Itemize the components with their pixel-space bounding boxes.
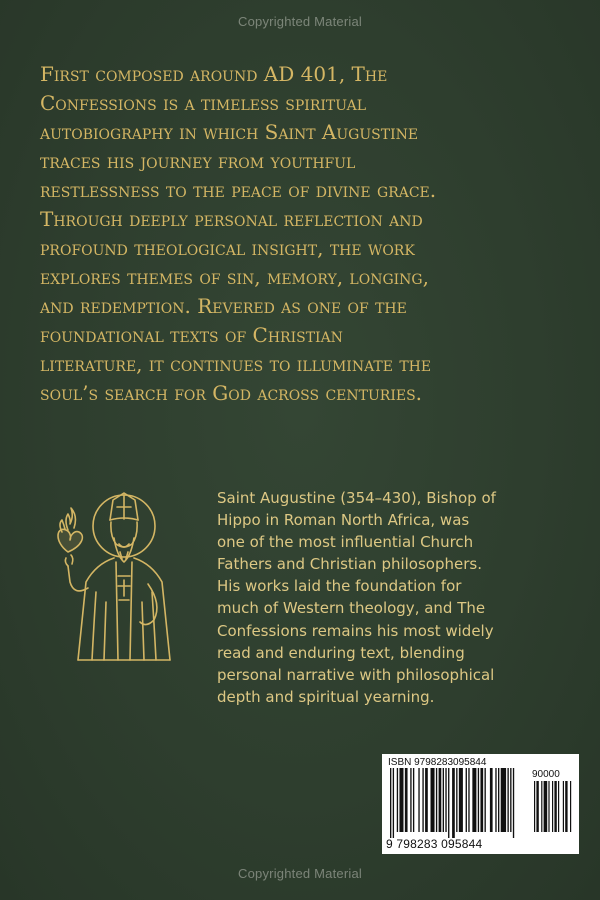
author-biography [217, 487, 577, 708]
description-line: explores themes of sin, memory, longing, [40, 265, 429, 289]
biography-line: Hippo in Roman North Africa, was [217, 511, 470, 530]
copyright-watermark-bottom: Copyrighted Material [238, 866, 362, 881]
price-addon-label: 90000 [532, 769, 560, 780]
description-line: Confessions is a timeless spiritual [40, 91, 367, 115]
biography-line: Confessions remains his most widely [217, 621, 494, 640]
copyright-watermark-top: Copyrighted Material [238, 14, 362, 29]
biography-line: personal narrative with philosophical [217, 665, 495, 684]
description-line: Through deeply personal reflection and [40, 207, 423, 231]
description-line: First composed around AD 401, The [40, 62, 388, 86]
addon-barcode-bars [534, 781, 572, 838]
description-line: soul’s search for God across centuries. [40, 381, 423, 405]
biography-line: Saint Augustine (354–430), Bishop of [217, 489, 496, 507]
description-line: autobiography in which Saint Augustine [40, 120, 419, 144]
biography-line: much of Western theology, and The [217, 599, 486, 618]
isbn-digits: 9 798283 095844 [386, 837, 483, 851]
biography-line: one of the most influential Church [217, 533, 474, 552]
biography-line: read and enduring text, blending [217, 643, 465, 662]
description-line: traces his journey from youthful [40, 149, 356, 173]
biography-line: depth and spiritual yearning. [217, 687, 435, 706]
description-line: restlessness to the peace of divine grace. [40, 178, 437, 202]
description-line: and redemption. Revered as one of the [40, 294, 407, 318]
book-description [40, 60, 580, 408]
biography-line: Fathers and Christian philosophers. [217, 555, 482, 574]
ean13-barcode-bars [390, 768, 526, 838]
isbn-barcode [382, 754, 579, 854]
isbn-label: ISBN 9798283095844 [388, 757, 487, 768]
description-line: profound theological insight, the work [40, 236, 415, 260]
saint-augustine-with-flaming-heart-icon [44, 492, 188, 664]
description-line: foundational texts of Christian [40, 323, 343, 347]
description-line: literature, it continues to illuminate the [40, 352, 432, 376]
biography-line: His works laid the foundation for [217, 577, 462, 596]
